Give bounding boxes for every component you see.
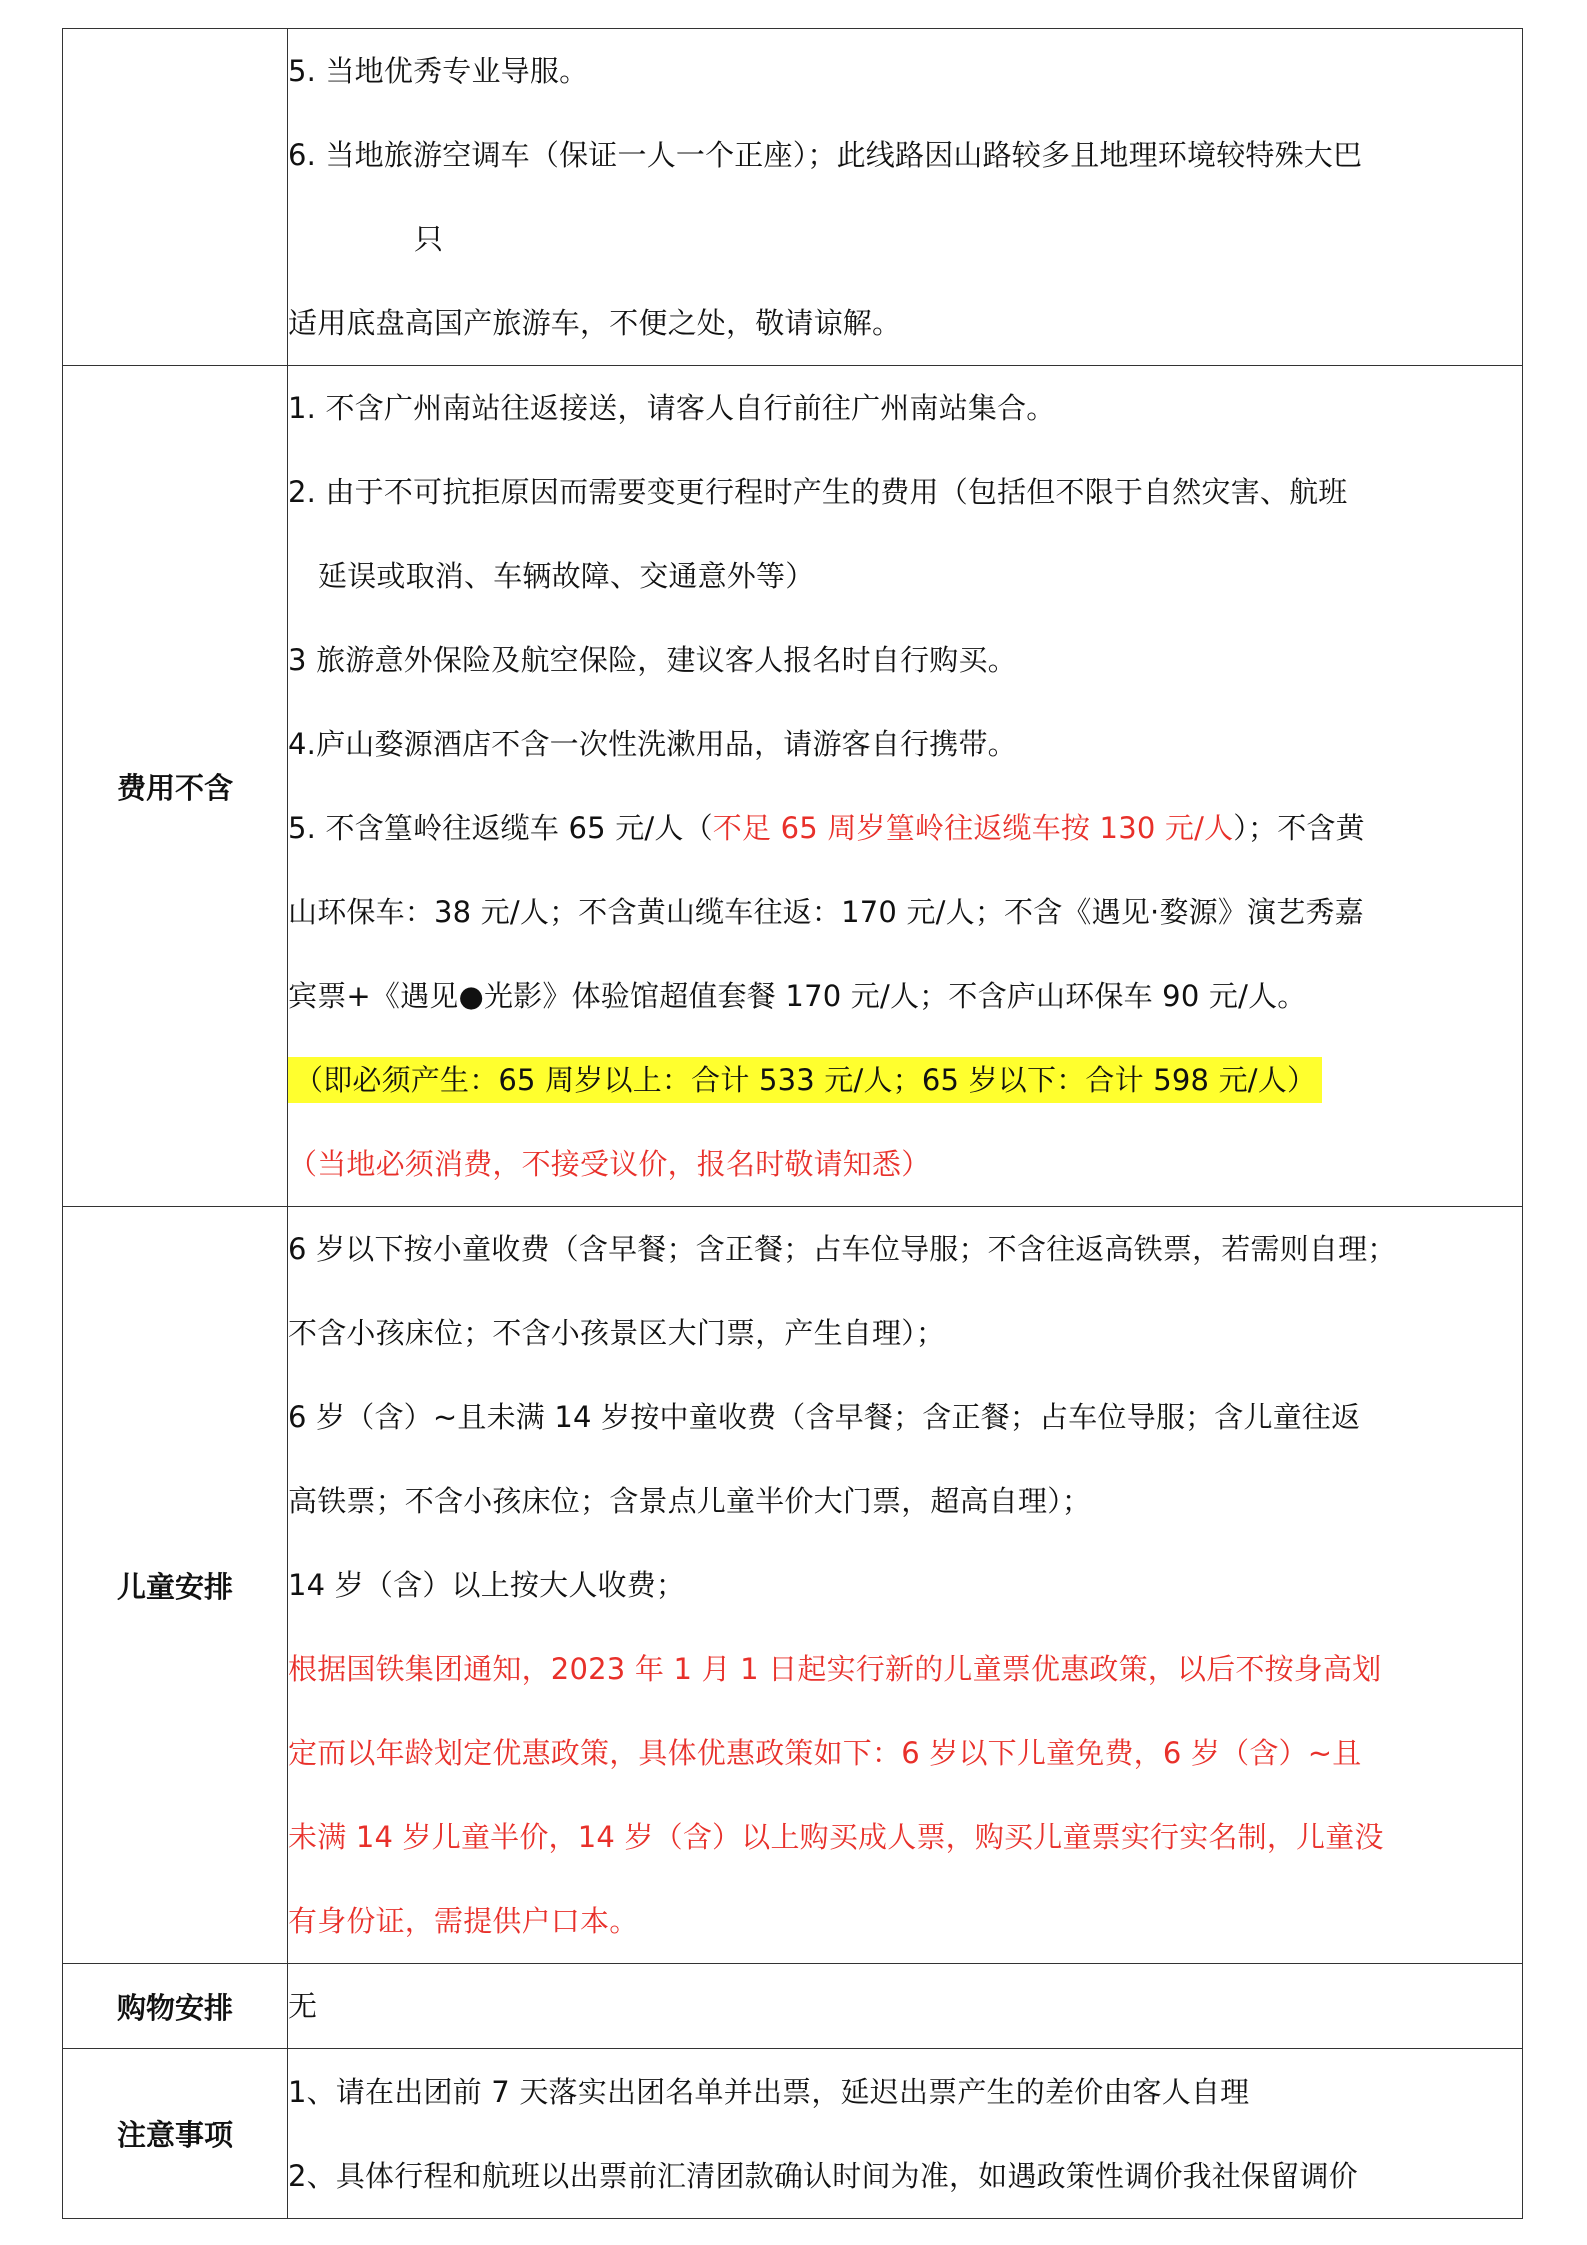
text-line: 2、具体行程和航班以出票前汇清团款确认时间为准，如遇政策性调价我社保留调价 — [288, 2158, 1358, 2193]
table-row — [63, 2049, 1523, 2219]
red-policy-line: 定而以年龄划定优惠政策，具体优惠政策如下：6 岁以下儿童免费，6 岁（含）~且 — [288, 1736, 1362, 1770]
red-notice: （当地必须消费，不接受议价，报名时敬请知悉） — [288, 1147, 931, 1181]
text-line: 无 — [288, 1989, 318, 2023]
text-segment: 5. 不含篁岭往返缆车 65 元/人（ — [288, 811, 713, 845]
text-line — [288, 786, 1522, 870]
info-table — [62, 28, 1523, 2219]
highlighted-total: （即必须产生：65 周岁以上：合计 533 元/人；65 岁以下：合计 598 元/人） — [288, 1057, 1322, 1103]
text-line: 高铁票；不含小孩床位；含景点儿童半价大门票，超高自理）； — [288, 1484, 1092, 1518]
text-line: 14 岁（含）以上按大人收费； — [288, 1568, 686, 1602]
text-line: 延误或取消、车辆故障、交通意外等） — [318, 559, 815, 593]
text-line: 宾票+《遇见●光影》体验馆超值套餐 170 元/人；不含庐山环保车 90 元/人。 — [288, 979, 1307, 1013]
text-line: 只 — [414, 222, 444, 256]
row-content — [288, 2049, 1523, 2219]
text-line: 6. 当地旅游空调车（保证一人一个正座）；此线路因山路较多且地理环境较特殊大巴 — [288, 138, 1363, 172]
text-line: 2. 由于不可抗拒原因而需要变更行程时产生的费用（包括但不限于自然灾害、航班 — [288, 475, 1348, 509]
row-label-notes: 注意事项 — [63, 2049, 288, 2219]
text-line: 1、请在出团前 7 天落实出团名单并出票，延迟出票产生的差价由客人自理 — [288, 2074, 1250, 2109]
text-segment: ）；不含黄 — [1233, 811, 1365, 845]
red-policy-line: 未满 14 岁儿童半价，14 岁（含）以上购买成人票，购买儿童票实行实名制，儿童没 — [288, 1820, 1384, 1854]
text-line: 适用底盘高国产旅游车，不便之处，敬请谅解。 — [288, 306, 902, 340]
row-label-fees-excluded: 费用不含 — [63, 366, 288, 1207]
text-line: 6 岁（含）~且未满 14 岁按中童收费（含早餐；含正餐；占车位导服；含儿童往返 — [288, 1400, 1361, 1434]
row-label-shopping: 购物安排 — [63, 1964, 288, 2049]
text-line: 1. 不含广州南站往返接送，请客人自行前往广州南站集合。 — [288, 391, 1056, 425]
red-policy-line: 有身份证，需提供户口本。 — [288, 1904, 639, 1938]
row-content — [288, 366, 1523, 1207]
table-row — [63, 366, 1523, 1207]
red-note: 不足 65 周岁篁岭往返缆车按 130 元/人 — [712, 811, 1234, 845]
row-label-children: 儿童安排 — [63, 1207, 288, 1964]
table-row — [63, 1207, 1523, 1964]
text-line — [288, 1038, 1522, 1122]
table-row — [63, 29, 1523, 366]
text-line: 6 岁以下按小童收费（含早餐；含正餐；占车位导服；不含往返高铁票，若需则自理； — [288, 1232, 1397, 1266]
text-line: 不含小孩床位；不含小孩景区大门票，产生自理）； — [288, 1316, 946, 1350]
row-content — [288, 1964, 1523, 2049]
row-content — [288, 29, 1523, 366]
text-line: 山环保车：38 元/人；不含黄山缆车往返：170 元/人；不含《遇见·婺源》演艺秀嘉 — [288, 895, 1364, 929]
text-line: 3 旅游意外保险及航空保险，建议客人报名时自行购买。 — [288, 643, 1017, 677]
red-policy-line: 根据国铁集团通知，2023 年 1 月 1 日起实行新的儿童票优惠政策，以后不按身高划 — [288, 1652, 1382, 1686]
table-row — [63, 1964, 1523, 2049]
text-line: 5. 当地优秀专业导服。 — [288, 54, 589, 88]
row-content — [288, 1207, 1523, 1964]
text-line: 4.庐山婺源酒店不含一次性洗漱用品，请游客自行携带。 — [288, 727, 1017, 761]
row-label-empty — [63, 29, 288, 366]
